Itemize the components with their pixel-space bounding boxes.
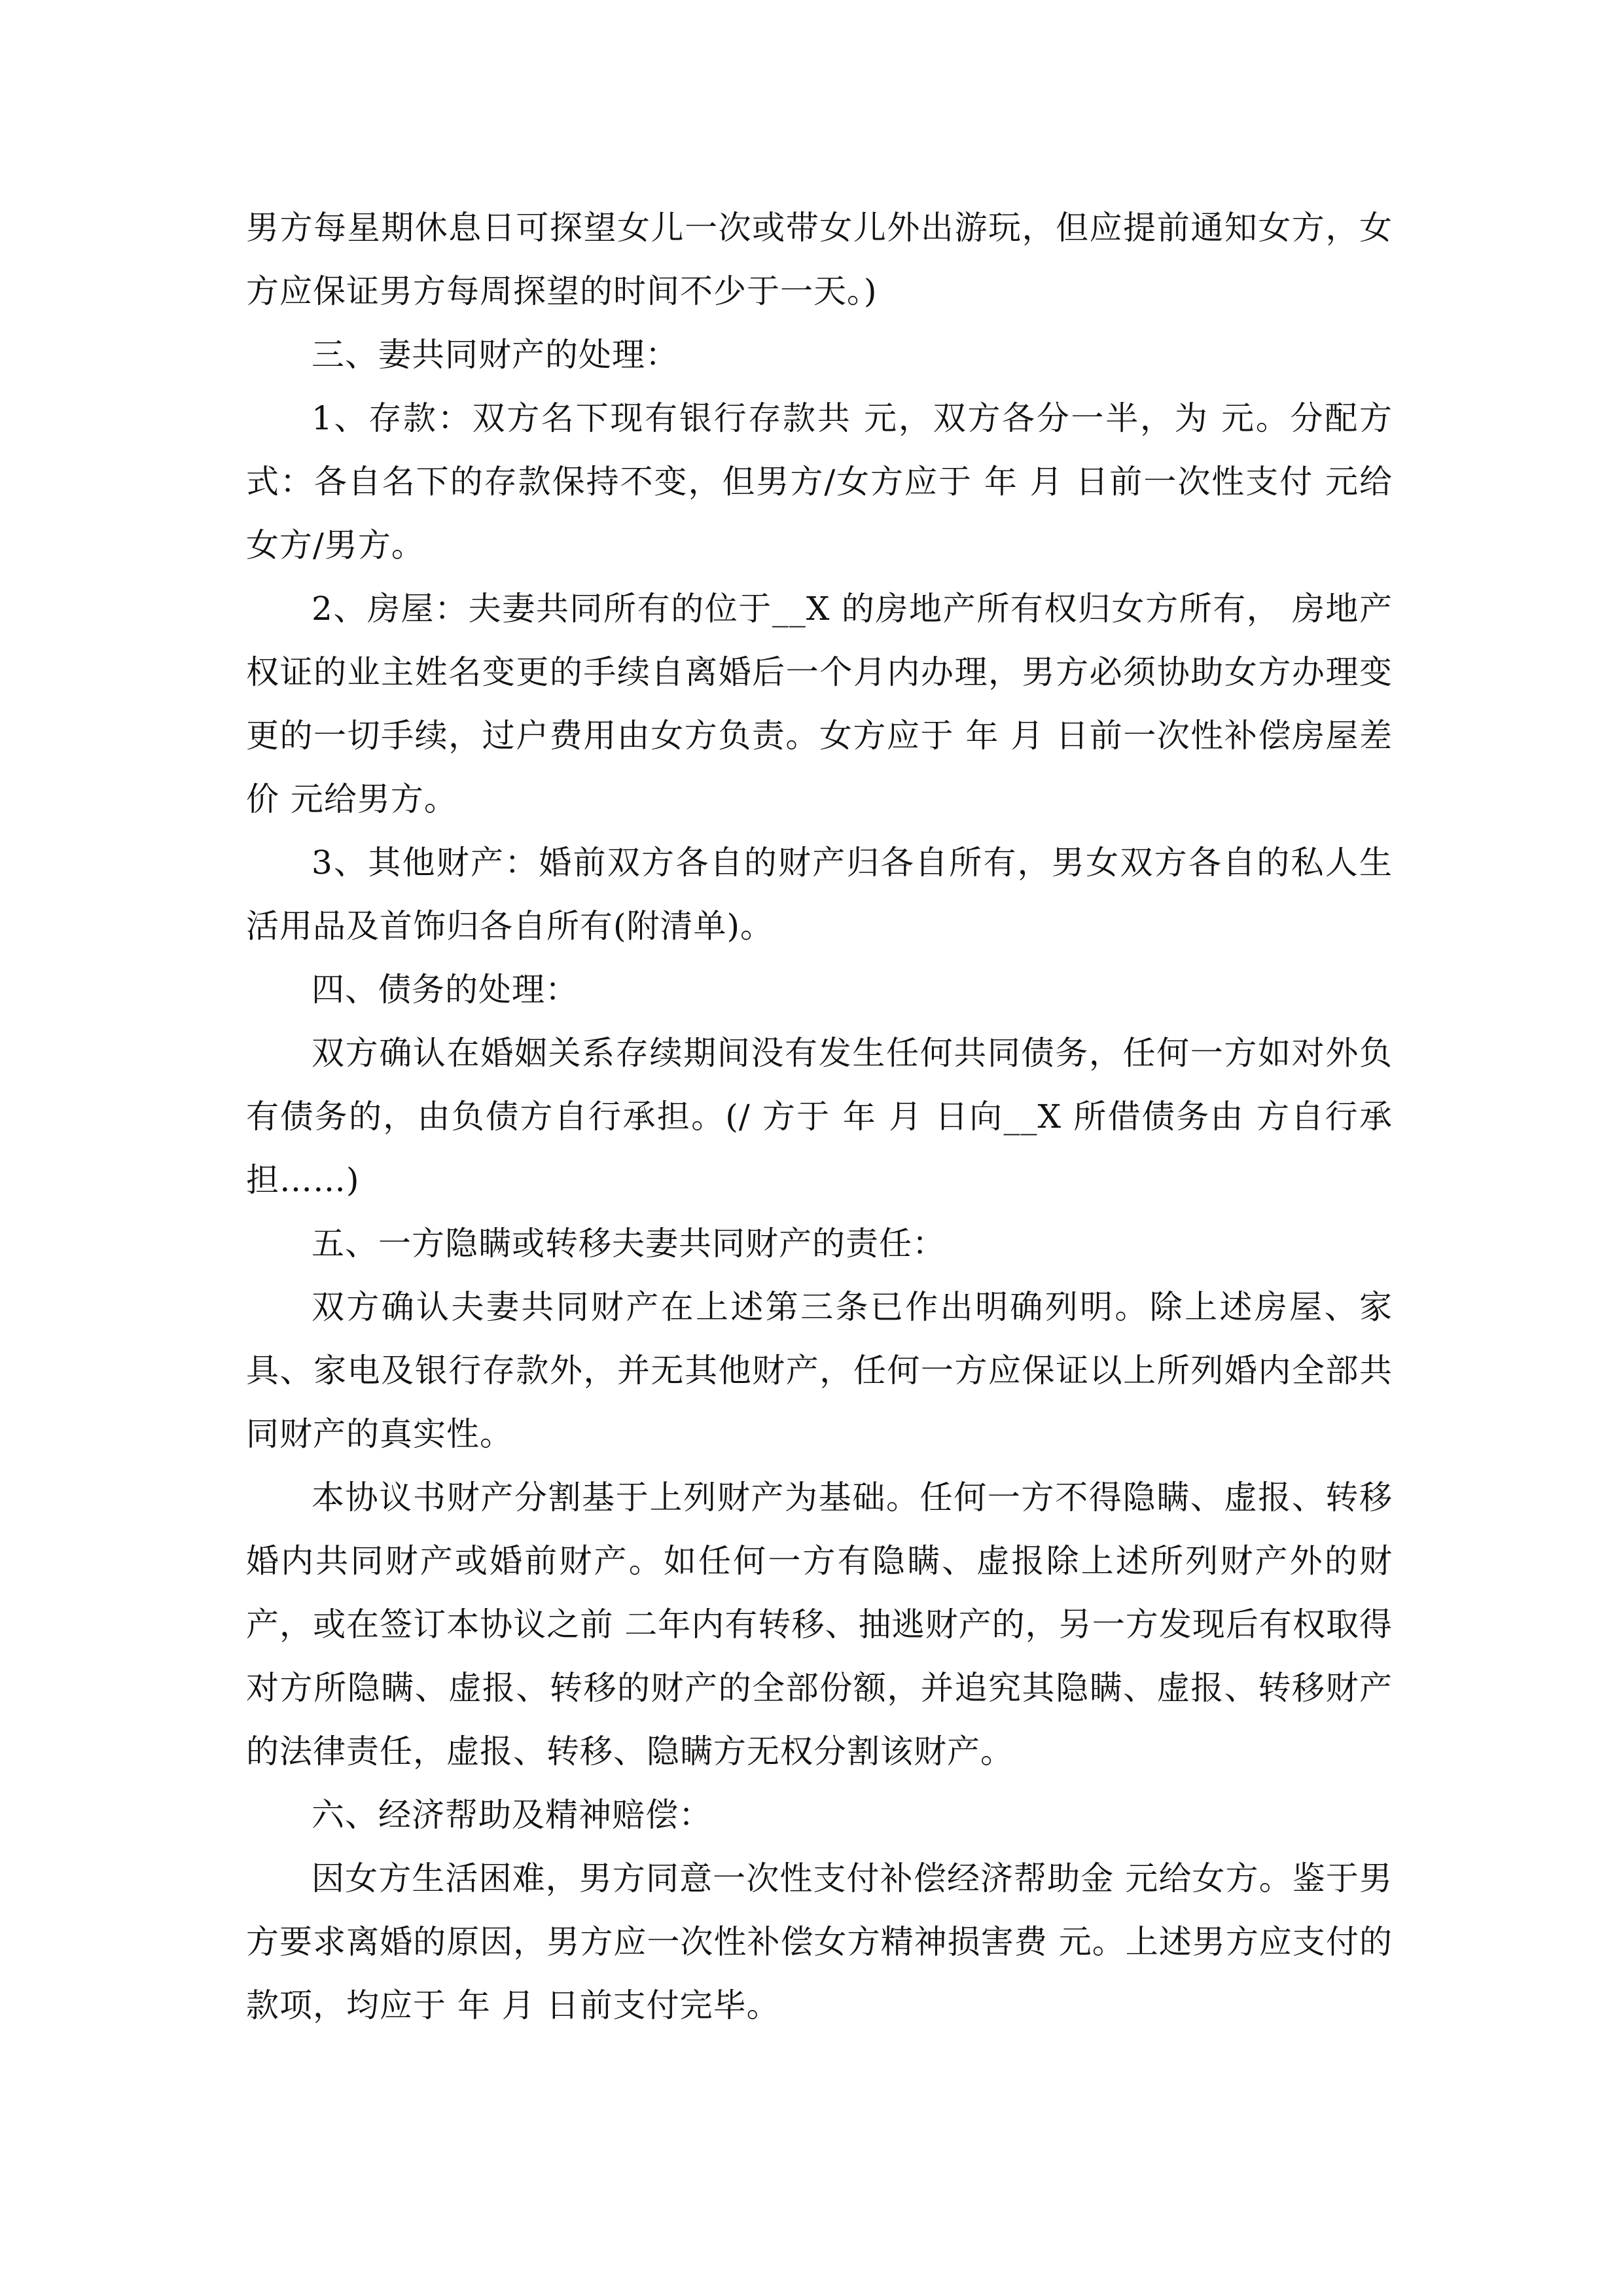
heading-section-4-debts: 四、债务的处理： [312, 971, 579, 1009]
heading-section-6-compensation: 六、经济帮助及精神赔偿： [312, 1796, 712, 1834]
paragraph-compensation: 因女方生活困难，男方同意一次性支付补偿经济帮助金 元给女方。鉴于男方要求离婚的原因，男方应一次性补偿女方精神损害费 元。上述男方应支付的款项，均应于 年 月 日前支付完毕。 [246, 1859, 1393, 2024]
paragraph-deposits: 1、存款：双方名下现有银行存款共 元，双方各分一半，为 元。分配方式：各自名下的存款保持不变，但男方/女方应于 年 月 日前一次性支付 元给女方/男方。 [246, 399, 1393, 564]
paragraph-other-property: 3、其他财产：婚前双方各自的财产归各自所有，男女双方各自的私人生活用品及首饰归各自所有(附清单)。 [246, 844, 1393, 945]
paragraph-property-confirmation: 双方确认夫妻共同财产在上述第三条已作出明确列明。除上述房屋、家具、家电及银行存款外，并无其他财产，任何一方应保证以上所列婚内全部共同财产的真实性。 [246, 1288, 1393, 1453]
document-body [246, 196, 1393, 2037]
paragraph-concealment-liability: 本协议书财产分割基于上列财产为基础。任何一方不得隐瞒、虚报、转移婚内共同财产或婚前财产。如任何一方有隐瞒、虚报除上述所列财产外的财产，或在签订本协议之前 二年内有转移、抽逃财产的，另一方发现后有权取得对方所隐瞒、虚报、转移的财产的全部份额，并追究其隐瞒、虚报、转移财产的法律责任，虚报、转移、隐瞒方无权分割该财产。 [246, 1479, 1393, 1770]
paragraph-debts: 双方确认在婚姻关系存续期间没有发生任何共同债务，任何一方如对外负有债务的，由负债方自行承担。(/ 方于 年 月 日向__X 所借债务由 方自行承担……) [246, 1034, 1393, 1199]
heading-section-3-property: 三、妻共同财产的处理： [312, 336, 679, 374]
paragraph-house: 2、房屋：夫妻共同所有的位于__X 的房地产所有权归女方所有， 房地产权证的业主姓名变更的手续自离婚后一个月内办理，男方必须协助女方办理变更的一切手续，过户费用由女方负责。女方应于 年 月 日前一次性补偿房屋差价 元给男方。 [246, 590, 1393, 818]
paragraph-visitation-continuation: 男方每星期休息日可探望女儿一次或带女儿外出游玩，但应提前通知女方，女方应保证男方每周探望的时间不少于一天。) [246, 209, 1393, 310]
heading-section-5-concealment: 五、一方隐瞒或转移夫妻共同财产的责任： [312, 1225, 946, 1263]
